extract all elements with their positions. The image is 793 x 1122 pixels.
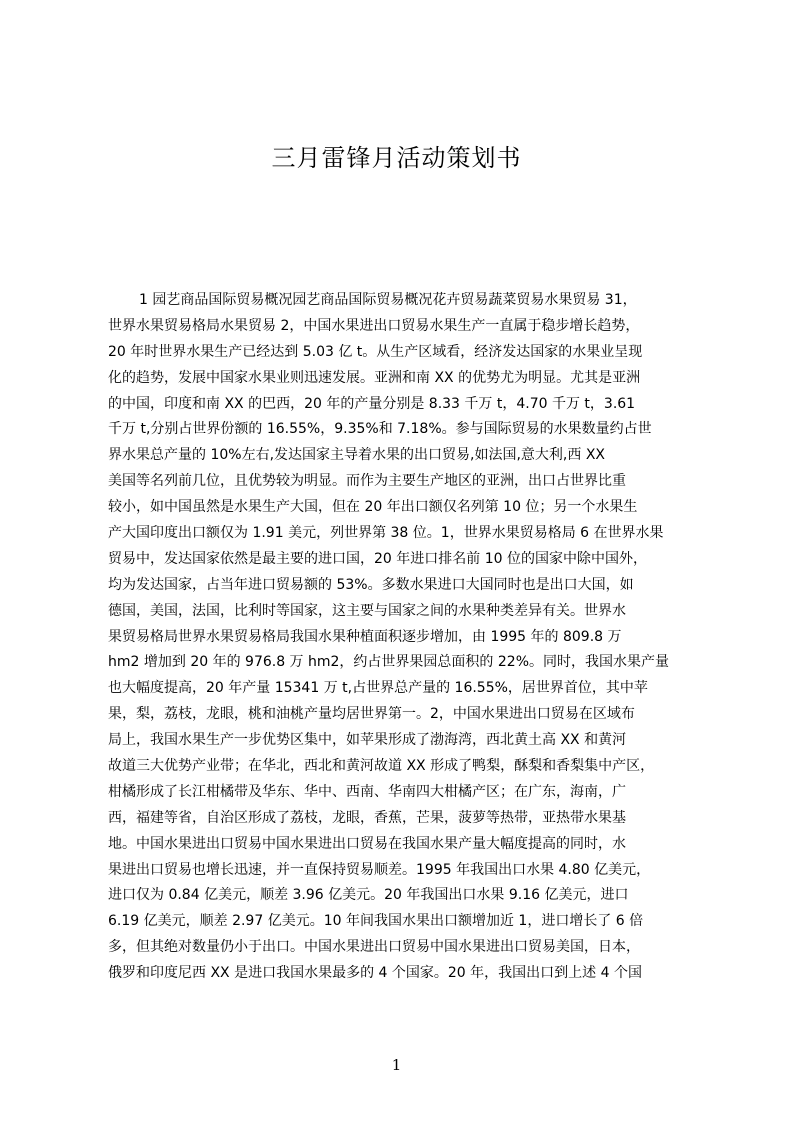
body-text [108, 288, 698, 987]
text-line: 局上，我国水果生产一步优势区集中，如苹果形成了渤海湾，西北黄土高 XX 和黄河 [108, 732, 627, 749]
text-line: 果进出口贸易也增长迅速，并一直保持贸易顺差。1995 年我国出口水果 4.80 亿美元， [108, 861, 651, 878]
text-line: 西，福建等省，自治区形成了荔枝，龙眼，香蕉，芒果，菠萝等热带，亚热带水果基 [108, 809, 626, 826]
text-line: hm2 增加到 20 年的 976.8 万 hm2，约占世界果园总面积的 22%。同时，我国水果产量 [108, 654, 669, 671]
text-line: 产大国印度出口额仅为 1.91 美元，列世界第 38 位。1，世界水果贸易格局 6 在世界水果 [108, 525, 664, 542]
text-line: 进口仅为 0.84 亿美元，顺差 3.96 亿美元。20 年我国出口水果 9.16 亿美元，进口 [108, 887, 629, 904]
document-title: 三月雷锋月活动策划书 [271, 144, 522, 172]
text-line: 多，但其绝对数量仍小于出口。中国水果进出口贸易中国水果进出口贸易美国，日本， [108, 939, 640, 956]
text-line: 果，梨，荔枝，龙眼，桃和油桃产量均居世界第一。2，中国水果进出口贸易在区域布 [108, 706, 635, 723]
page-number: 1 [391, 1056, 402, 1074]
text-line: 德国，美国，法国，比利时等国家，这主要与国家之间的水果种类差异有关。世界水 [108, 602, 626, 619]
text-line: 地。中国水果进出口贸易中国水果进出口贸易在我国水果产量大幅度提高的同时，水 [108, 835, 626, 852]
text-line: 故道三大优势产业带；在华北，西北和黄河故道 XX 形成了鸭梨，酥梨和香梨集中产区， [108, 758, 655, 775]
text-line: 美国等名列前几位，且优势较为明显。而作为主要生产地区的亚洲，出口占世界比重 [108, 473, 626, 490]
text-line: 也大幅度提高，20 年产量 15341 万 t,占世界总产量的 16.55%，居世界首位，其中苹 [108, 680, 648, 697]
text-line: 贸易中，发达国家依然是最主要的进口国，20 年进口排名前 10 位的国家中除中国外， [108, 550, 647, 567]
text-line: 均为发达国家，占当年进口贸易额的 53%。多数水果进口大国同时也是出口大国，如 [108, 576, 634, 593]
text-line: 世界水果贸易格局水果贸易 2，中国水果进出口贸易水果生产一直属于稳步增长趋势， [108, 317, 640, 334]
text-line: 6.19 亿美元，顺差 2.97 亿美元。10 年间我国水果出口额增加近 1，进口增长了 6 倍 [108, 913, 644, 930]
text-line: 果贸易格局世界水果贸易格局我国水果种植面积逐步增加，由 1995 年的 809.8 万 [108, 628, 622, 645]
text-line: 界水果总产量的 10%左右,发达国家主导着水果的出口贸易,如法国,意大利,西 XX [108, 447, 605, 464]
text-line: 柑橘形成了长江柑橘带及华东、华中、西南、华南四大柑橘产区；在广东，海南，广 [108, 783, 626, 800]
text-line: 较小，如中国虽然是水果生产大国，但在 20 年出口额仅名列第 10 位；另一个水果生 [108, 499, 638, 516]
text-line: 千万 t,分别占世界份额的 16.55%，9.35%和 7.18%。参与国际贸易的水果数量约占世 [108, 421, 652, 438]
text-line: 俄罗和印度尼西 XX 是进口我国水果最多的 4 个国家。20 年，我国出口到上述 4 个国 [108, 965, 642, 982]
text-line: 化的趋势，发展中国家水果业则迅速发展。亚洲和南 XX 的优势尤为明显。尤其是亚洲 [108, 369, 641, 386]
text-line: 20 年时世界水果生产已经达到 5.03 亿 t。从生产区域看，经济发达国家的水果业呈现 [108, 343, 643, 360]
text-line: 的中国，印度和南 XX 的巴西，20 年的产量分别是 8.33 千万 t，4.70 千万 t，3.61 [108, 395, 636, 412]
text-line: 1 园艺商品国际贸易概况园艺商品国际贸易概况花卉贸易蔬菜贸易水果贸易 31， [139, 292, 637, 308]
